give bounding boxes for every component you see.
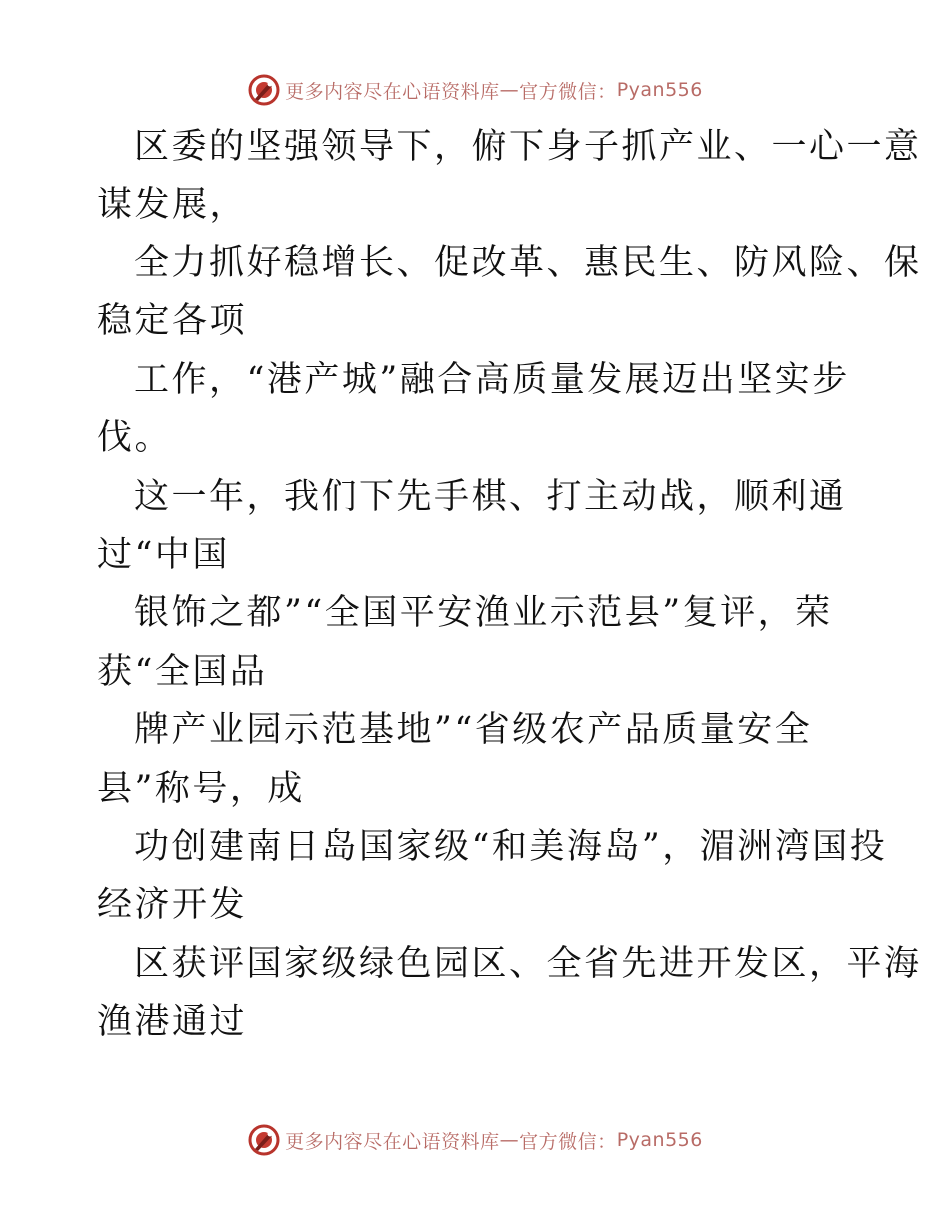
text-line: 功创建南日岛国家级“和美海岛”，湄洲湾国投 [134, 827, 888, 867]
banner-wechat-label: 官方微信： [519, 1130, 617, 1153]
text-line: 过“中国 [97, 535, 230, 575]
text-line: 全力抓好稳增长、促改革、惠民生、防风险、保 [134, 243, 922, 283]
banner-text: 更多内容尽在心语资料库 [285, 80, 500, 103]
text-line: 伐。 [97, 418, 173, 458]
text-line: 牌产业园示范基地”“省级农产品质量安全 [134, 710, 813, 750]
text-line: 工作，“港产城”融合高质量发展迈出坚实步 [134, 360, 850, 400]
text-line: 获“全国品 [97, 652, 268, 692]
text-line: 区委的坚强领导下，俯下身子抓产业、一心一意 [134, 127, 922, 167]
text-line: 这一年，我们下先手棋、打主动战，顺利通 [134, 477, 847, 517]
banner-wechat-id: Pyan556 [616, 79, 703, 101]
banner-separator: — [499, 1129, 520, 1151]
text-line: 银饰之都”“全国平安渔业示范县”复评，荣 [134, 593, 833, 633]
banner-wechat-id: Pyan556 [616, 1129, 703, 1151]
logo-icon [247, 73, 281, 107]
banner-separator: — [499, 79, 520, 101]
text-line: 区获评国家级绿色园区、全省先进开发区，平海 [134, 944, 922, 984]
banner-wechat-label: 官方微信： [519, 80, 617, 103]
text-line: 稳定各项 [97, 301, 248, 341]
footer-watermark-banner [0, 1120, 950, 1160]
logo-icon [247, 1123, 281, 1157]
banner-text: 更多内容尽在心语资料库 [285, 1130, 500, 1153]
text-line: 渔港通过 [97, 1002, 248, 1042]
text-line: 谋发展， [97, 185, 248, 225]
text-line: 经济开发 [97, 885, 248, 925]
header-watermark-banner [0, 70, 950, 110]
text-line: 县”称号，成 [97, 769, 305, 809]
